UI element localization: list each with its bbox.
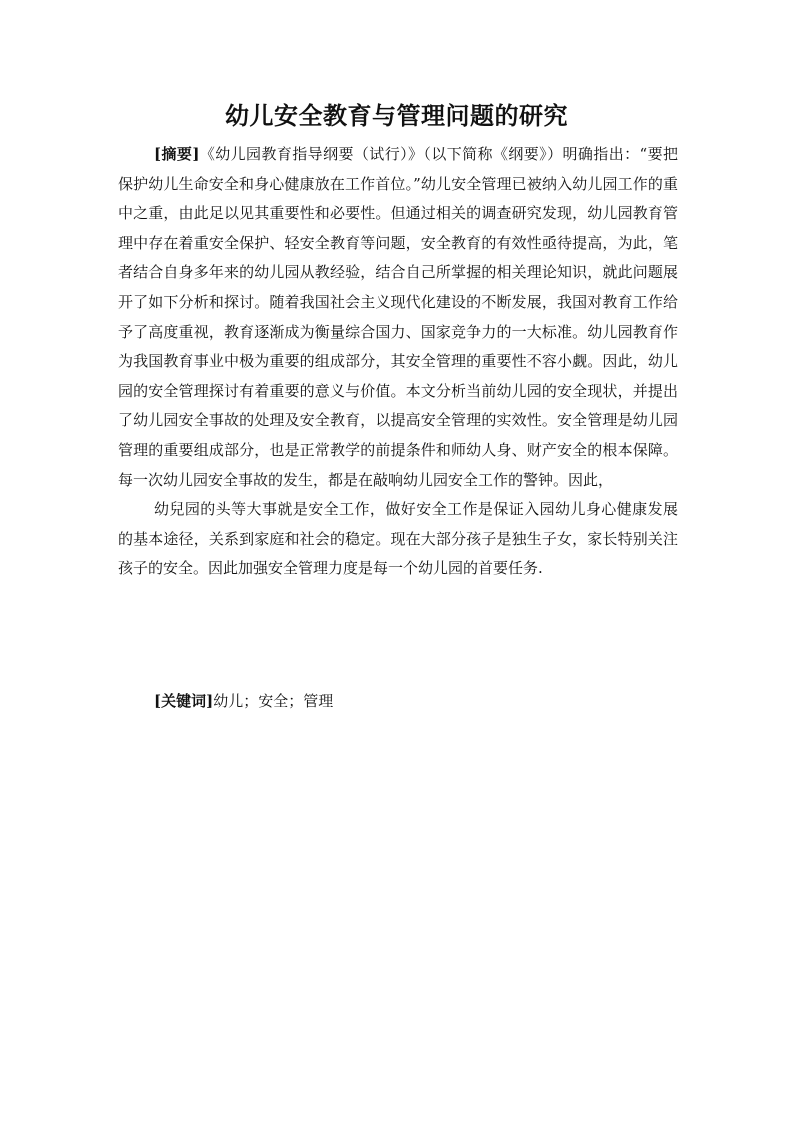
abstract-label: [摘要] bbox=[154, 145, 200, 163]
paper-title: 幼儿安全教育与管理问题的研究 bbox=[225, 101, 568, 130]
keywords-section bbox=[154, 686, 674, 716]
abstract-paragraph-2: 幼兒园的头等大事就是安全工作，做好安全工作是保证入园幼儿身心健康发展的基本途径，关系到家庭和社会的稳定。现在大部分孩子是独生子女，家长特别关注孩子的安全。因此加强安全管理力度是每一个幼儿园的首要任务. bbox=[118, 500, 678, 578]
abstract-paragraph-1 bbox=[118, 140, 678, 495]
keywords-label: [关键词] bbox=[154, 692, 214, 710]
abstract-section bbox=[118, 140, 678, 584]
keywords-value: 幼儿；安全；管理 bbox=[213, 692, 334, 710]
abstract-text-1: 《幼儿园教育指导纲要（试行）》（以下简称《纲要》）明确指出：“要把保护幼儿生命安全和身心健康放在工作首位。”幼儿安全管理已被纳入幼儿园工作的重中之重，由此足以见其重要性和必要性。但通过相关的调查研究发现，幼儿园教育管理中存在着重安全保护、轻安全教育等问题，安全教育的有效性亟待提高，为此，笔者结合自身多年来的幼儿园从教经验，结合自己所掌握的相关理论知识，就此问题展开了如下分析和探讨。随着我国社会主义现代化建设的不断发展，我国对教育工作给予了高度重视，教育逐渐成为衡量综合国力、国家竞争力的一大标准。幼儿园教育作为我国教育事业中极为重要的组成部分，其安全管理的重要性不容小觑。因此，幼儿园的安全管理探讨有着重要的意义与价值。本文分析当前幼儿园的安全现状，并提出了幼儿园安全事故的处理及安全教育，以提高安全管理的实效性。安全管理是幼儿园管理的重要组成部分，也是正常教学的前提条件和师幼人身、财产安全的根本保障。每一次幼儿园安全事故的发生，都是在敲响幼儿园安全工作的警钟。因此， bbox=[118, 145, 678, 489]
